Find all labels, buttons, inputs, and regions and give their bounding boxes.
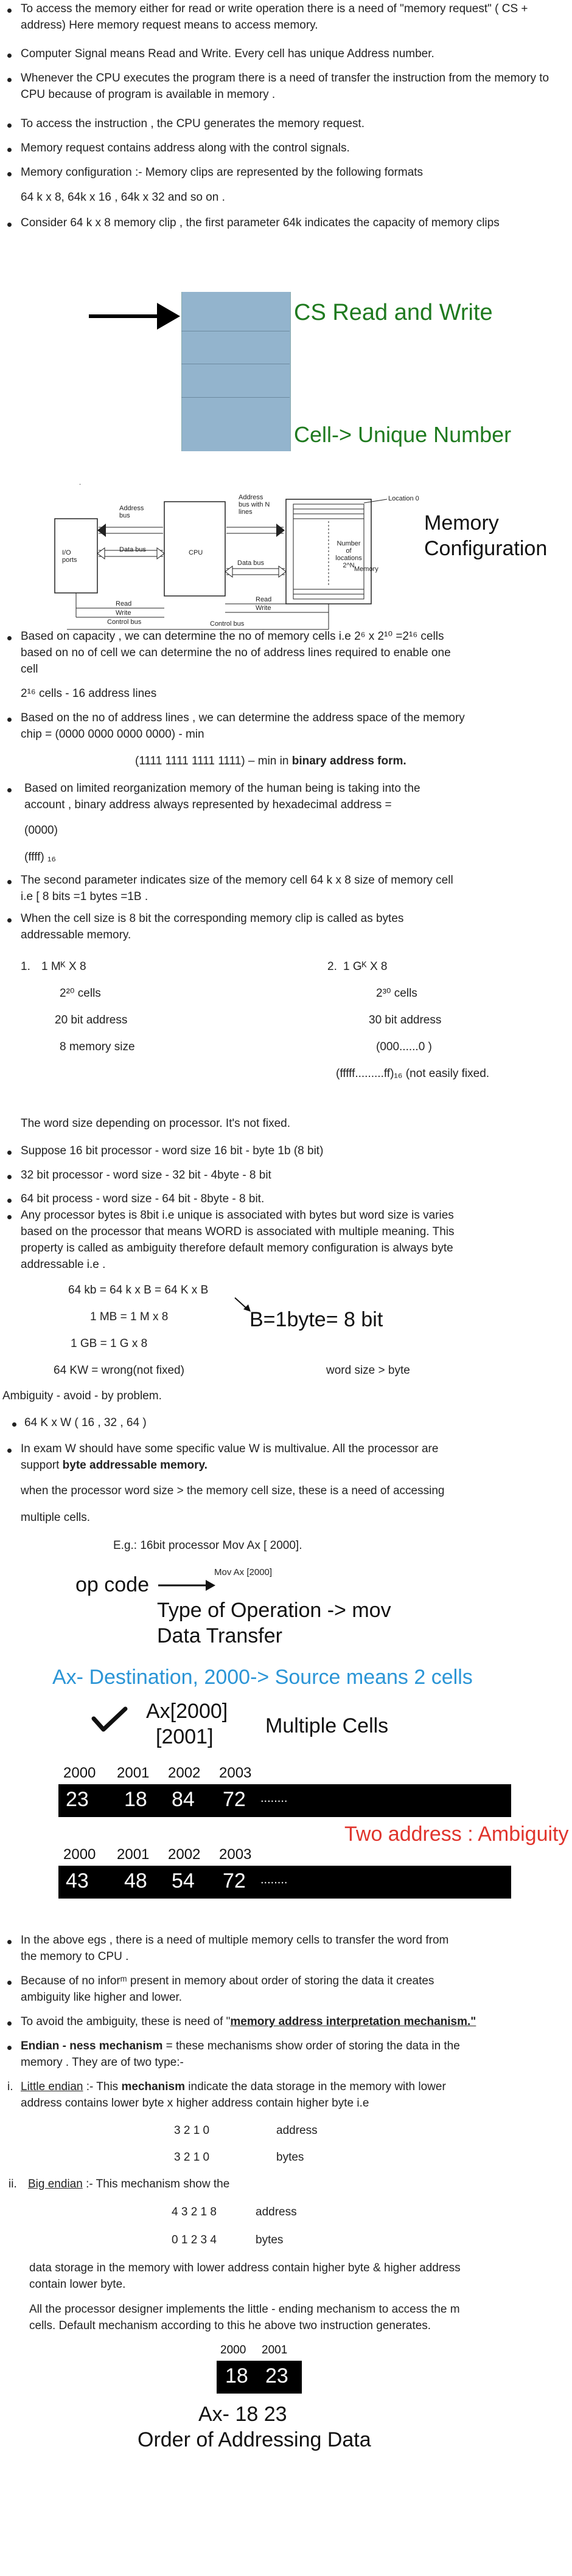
diagram-control-bus-bottom: Control bus: [210, 620, 245, 628]
table2-header: 2000: [63, 1846, 96, 1863]
big-line-5: cells. Default mechanism according to this he above two instruction generates.: [29, 2319, 431, 2332]
table3-value: 23: [265, 2364, 288, 2387]
bullet: [7, 148, 12, 152]
multiple-cells: Multiple Cells: [265, 1714, 389, 1737]
example1-cells: 2²⁰ cells: [60, 987, 101, 1000]
little-text-b: mechanism: [121, 2080, 186, 2093]
bullet: [7, 223, 12, 227]
little-line-1: [21, 2079, 446, 2095]
bullet: [7, 718, 12, 722]
capacity-cells: 2¹⁶ cells - 16 address lines: [21, 687, 157, 700]
diagram-write-left: Write: [116, 609, 131, 617]
big-line-2: data storage in the memory with lower address contain higher byte & higher address: [29, 2262, 461, 2274]
intro-line-1a: To access the memory either for read or write operation there is a need of "memory request" ( CS + address) Here memory request means to access memory.: [21, 2, 528, 32]
table1-value: 84: [172, 1788, 195, 1811]
two-address-ambiguity: Two address : Ambiguity: [344, 1823, 569, 1846]
address-space-line-2: chip = (0000 0000 0000 0000) - min: [21, 728, 204, 741]
diagram-location0: Location 0: [388, 495, 419, 502]
bullet: [7, 9, 12, 13]
example1-size: 8 memory size: [60, 1040, 135, 1053]
diagram-data-bus-right: Data bus: [237, 559, 265, 567]
bullet: [7, 918, 12, 923]
config-title-2: Configuration: [424, 537, 548, 560]
intro-line-2: Computer Signal means Read and Write. Every cell has unique Address number.: [21, 47, 434, 60]
opcode-arrow: [157, 1579, 215, 1592]
little-text-a: :- This: [83, 2080, 122, 2093]
little-row2-label: bytes: [276, 2151, 304, 2164]
intro-line-4: To access the instruction , the CPU generates the memory request.: [21, 117, 364, 130]
cs-read-write-label: CS Read and Write: [294, 300, 493, 325]
bullet: [7, 78, 12, 82]
bullet: [7, 1199, 12, 1203]
example2-bits: 30 bit address: [369, 1014, 442, 1027]
bullet: [7, 1981, 12, 1985]
egs-line-3: Because of no inforᵐ present in memory about order of storing the data it creates: [21, 1975, 434, 1987]
little-row2: 3 2 1 0: [174, 2151, 210, 2164]
endian-bold: Endian - ness mechanism: [21, 2040, 163, 2052]
table2-value: 54: [172, 1869, 195, 1892]
big-line-4: All the processor designer implements the little - ending mechanism to access the m: [29, 2303, 460, 2316]
bullet: [7, 1940, 12, 1944]
diagram-io-ports: I/O ports: [62, 549, 77, 564]
second-param-line-1: The second parameter indicates size of the memory cell 64 k x 8 size of memory cell: [21, 874, 453, 887]
intro-line-6: Memory configuration :- Memory clips are represented by the following formats: [21, 166, 424, 179]
consider-line: Consider 64 k x 8 memory clip , the first parameter 64k indicates the capacity of memory clips: [21, 216, 500, 229]
endian-text: = these mechanisms show order of storing the data in the: [162, 2040, 460, 2052]
exam-line-3: when the processor word size > the memory cell size, these is a need of accessing: [21, 1484, 445, 1497]
diagram-memory: Memory: [354, 566, 378, 573]
table2-value: 43: [66, 1869, 89, 1892]
conv-word-gt: word size > byte: [326, 1364, 410, 1377]
hex-line-1: Based on limited reorganization memory of the human being is taking into the: [24, 782, 420, 795]
second-param-line-2: i.e [ 8 bits =1 bytes =1B .: [21, 890, 148, 903]
big-line-3: contain lower byte.: [29, 2278, 126, 2291]
avoid-prefix: To avoid the ambiguity, these is need of ": [21, 2015, 231, 2028]
egs-line-2: the memory to CPU .: [21, 1950, 129, 1963]
bullet: [7, 2046, 12, 2050]
byte-addressable-line-1: When the cell size is 8 bit the corresponding memory clip is called as bytes: [21, 912, 404, 925]
little-title: Little endian: [21, 2080, 83, 2093]
address-space-max-bold: binary address form.: [291, 755, 406, 767]
big-num: ii.: [9, 2178, 17, 2190]
exam-line-2: [21, 1457, 208, 1473]
endian-line-1: [21, 2038, 460, 2054]
table1-dots: ........: [260, 1792, 288, 1805]
diagram-control-bus-left: Control bus: [107, 618, 142, 626]
bullet: [7, 788, 12, 792]
big-row2-label: bytes: [256, 2234, 284, 2246]
big-row2: 0 1 2 3 4: [172, 2234, 217, 2246]
table2-value: 48: [124, 1869, 147, 1892]
big-row1: 4 3 2 1 8: [172, 2206, 217, 2218]
example2-range2: (fffff.........ff)₁₆ (not easily fixed.: [336, 1067, 490, 1080]
bullet: [7, 123, 12, 128]
diagram-dot: .: [79, 479, 82, 486]
example1-title: 1 Mᴷ X 8: [41, 960, 86, 973]
example1-num: 1.: [21, 960, 30, 973]
bullet: [7, 1449, 12, 1453]
table3-header: 2000: [220, 2344, 246, 2356]
table1-header: 2000: [63, 1765, 96, 1781]
table1-header: 2003: [219, 1765, 252, 1781]
conv-mb: 1 MB = 1 M x 8: [90, 1311, 169, 1323]
little-row1: 3 2 1 0: [174, 2124, 210, 2137]
conv-gb: 1 GB = 1 G x 8: [71, 1337, 148, 1350]
bullet: [7, 1151, 12, 1155]
table2-header: 2003: [219, 1846, 252, 1863]
little-num: i.: [7, 2080, 13, 2093]
diagram-cpu: CPU: [189, 549, 203, 556]
exam-line-1: In exam W should have some specific value W is multivalue. All the processor are: [21, 1442, 439, 1455]
table1-value: 18: [124, 1788, 147, 1811]
big-title: Big endian: [28, 2178, 83, 2190]
memory-block-divider: [181, 397, 290, 398]
capacity-line-1: Based on capacity , we can determine the no of memory cells i.e 2⁶ x 2¹⁰ =2¹⁶ cells: [21, 630, 444, 643]
table2-dots: ........: [260, 1873, 288, 1886]
ax-2001: [2001]: [156, 1725, 214, 1748]
hex-line-2: account , binary address always represented by hexadecimal address =: [24, 798, 392, 811]
type-op-1: Type of Operation -> mov: [157, 1599, 391, 1622]
opcode-label: op code: [75, 1573, 149, 1596]
byte-addressable-line-2: addressable memory.: [21, 929, 131, 941]
capacity-line-3: cell: [21, 663, 38, 676]
eg-line: E.g.: 16bit processor Mov Ax [ 2000].: [113, 1539, 302, 1552]
big-text: :- This mechanism show the: [82, 2178, 230, 2190]
table1-value: 23: [66, 1788, 89, 1811]
ambiguity-line: Ambiguity - avoid - by problem.: [2, 1390, 162, 1402]
hex-max: (ffff) ₁₆: [24, 851, 57, 864]
diagram-data-bus-top: Data bus: [119, 546, 147, 553]
little-line-2: address contains lower byte x higher address contain higher byte i.e: [21, 2097, 369, 2110]
address-space-max-prefix: (1111 1111 1111 1111) – min in: [135, 755, 292, 767]
exam-line-2-bold: byte addressable memory.: [62, 1459, 208, 1472]
intro-line-3: Whenever the CPU executes the program there is a need of transfer the instruction from the memory to CPU because of program is available in memory .: [21, 72, 549, 101]
any-processor-4: addressable i.e .: [21, 1258, 106, 1271]
diagram-address-bus: Address bus: [119, 505, 144, 519]
example2-num: 2.: [327, 960, 337, 973]
order-title: Order of Addressing Data: [138, 2428, 371, 2451]
bullet: [7, 1175, 12, 1179]
avoid-bold: memory address interpretation mechanism.": [230, 2015, 476, 2028]
avoid-line: [21, 2013, 476, 2030]
any-processor-2: based on the processor that means WORD is associated with multiple meaning. This: [21, 1225, 455, 1238]
exam-line-4: multiple cells.: [21, 1511, 91, 1524]
address-space-line-1: Based on the no of address lines , we can determine the address space of the memory: [21, 712, 465, 724]
word-size-note: The word size depending on processor. It's not fixed.: [21, 1117, 290, 1130]
bullet: [7, 880, 12, 884]
conv-kw: 64 KW = wrong(not fixed): [54, 1364, 184, 1377]
conv-b-note: B=1byte= 8 bit: [249, 1308, 383, 1331]
bullet: [7, 636, 12, 640]
hex-min: (0000): [24, 824, 58, 837]
intro-line-5: Memory request contains address along with the control signals.: [21, 142, 350, 154]
exam-line-2-prefix: support: [21, 1459, 63, 1472]
diagram-read-right: Read: [256, 596, 272, 603]
ax-final: Ax- 18 23: [198, 2403, 287, 2426]
table1-value: 72: [223, 1788, 246, 1811]
table2-value: 72: [223, 1869, 246, 1892]
table3-value: 18: [225, 2364, 248, 2387]
bullet: [12, 1422, 16, 1427]
capacity-line-2: based on no of cell we can determine the no of address lines required to enable one: [21, 646, 451, 659]
table1-header: 2001: [117, 1765, 150, 1781]
address-space-max: [135, 753, 406, 769]
any-processor-1: Any processor bytes is 8bit i.e unique is associated with bytes but word size is varies: [21, 1209, 454, 1222]
any-processor-3: property is called as ambiguity therefore default memory configuration is always byte: [21, 1242, 453, 1255]
diagram-address-bus-n: Address bus with N lines: [239, 494, 270, 516]
diagram-number-of-locations: Number of locations 2^N: [335, 540, 362, 569]
diagram-read-left: Read: [116, 600, 132, 608]
conv-kb: 64 kb = 64 k x B = 64 K x B: [68, 1284, 209, 1297]
memory-arrow: [89, 298, 180, 334]
example2-range: (000......0 ): [376, 1040, 432, 1053]
example2-cells: 2³⁰ cells: [376, 987, 417, 1000]
table1-header: 2002: [168, 1765, 201, 1781]
example1-bits: 20 bit address: [55, 1014, 128, 1027]
egs-line-4: ambiguity like higher and lower.: [21, 1991, 183, 2004]
ax-destination: Ax- Destination, 2000-> Source means 2 cells: [52, 1666, 473, 1689]
table2-header: 2002: [168, 1846, 201, 1863]
config-title-1: Memory: [424, 511, 499, 535]
processor-32: 32 bit processor - word size - 32 bit - 4byte - 8 bit: [21, 1169, 271, 1182]
example2-title: 1 Gᴷ X 8: [343, 960, 388, 973]
processor-64: 64 bit process - word size - 64 bit - 8byte - 8 bit.: [21, 1193, 265, 1205]
big-row1-label: address: [256, 2206, 297, 2218]
formats-line: 64 k x 8, 64k x 16 , 64k x 32 and so on .: [21, 191, 225, 204]
endian-line-2: memory . They are of two type:-: [21, 2056, 184, 2069]
check-icon: [91, 1706, 128, 1733]
big-line-1: [28, 2176, 229, 2192]
bullet: [7, 1215, 12, 1219]
mov-small: Mov Ax [2000]: [214, 1567, 273, 1577]
little-row1-label: address: [276, 2124, 318, 2137]
cell-unique-number-label: Cell-> Unique Number: [294, 422, 512, 447]
bullet: [7, 2021, 12, 2026]
egs-line-1: In the above egs , there is a need of multiple memory cells to transfer the word from: [21, 1934, 449, 1947]
table3-header: 2001: [262, 2344, 288, 2356]
processor-16: Suppose 16 bit processor - word size 16 bit - byte 1b (8 bit): [21, 1144, 324, 1157]
kxw-line: 64 K x W ( 16 , 32 , 64 ): [24, 1416, 147, 1429]
little-text-c: indicate the data storage in the memory with lower: [185, 2080, 446, 2093]
bullet: [7, 172, 12, 176]
memory-block: [181, 292, 291, 451]
ax-2000: Ax[2000]: [146, 1700, 228, 1723]
type-op-2: Data Transfer: [157, 1624, 282, 1647]
bullet: [7, 54, 12, 58]
table2-header: 2001: [117, 1846, 150, 1863]
diagram-write-right: Write: [256, 604, 271, 612]
